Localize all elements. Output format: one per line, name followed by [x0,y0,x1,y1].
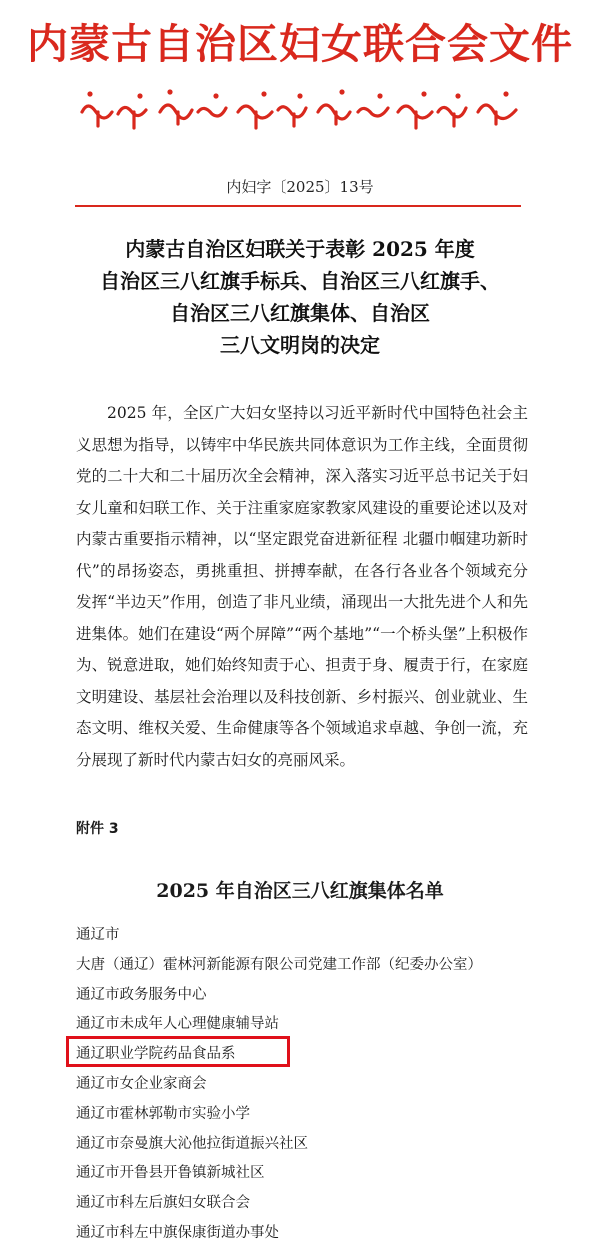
list-item: 通辽市开鲁县开鲁镇新城社区 [76,1165,265,1182]
body-paragraph: 2025 年，全区广大妇女坚持以习近平新时代中国特色社会主义思想为指导，以铸牢中华民族共同体意识为工作主线，全面贯彻党的二十大和二十届历次全会精神，深入落实习近平总书记关于妇女儿童和妇联工作、关于注重家庭家教家风建设的重要论述以及对内蒙古重要指示精神，以“坚定跟党奋进新征程 北疆巾帼建功新时代”的昂扬姿态，勇挑重担、拼搏奉献，在各行各业各个领域充分发挥“半边天”作用，创造了非凡业绩，涌现出一大批先进个人和先进集体。她们在建设“两个屏障”“两个基地”“一个桥头堡”上积极作为、锐意进取，她们始终知责于心、担责于身、履责于行，在家庭文明建设、基层社会治理以及科技创新、乡村振兴、创业就业、生态文明、维权关爱、生命健康等各个领域追求卓越、争创一流，充分展现了新时代内蒙古妇女的亮丽风采。 [76,404,528,769]
list-item: 通辽市未成年人心理健康辅导站 [76,1016,279,1033]
title-line: 自治区三八红旗手标兵、自治区三八红旗手、 [100,269,500,293]
list-item: 通辽市政务服务中心 [76,986,207,1003]
header-divider [75,205,521,207]
list-item: 通辽市女企业家商会 [76,1075,207,1092]
attachment-label: 附件 3 [76,821,119,837]
mongolian-script-masthead [78,82,520,134]
list-title: 2025 年自治区三八红旗集体名单 [156,880,444,902]
list-item: 通辽职业学院药品食品系 [76,1046,236,1063]
document-number: 内妇字〔2025〕13号 [226,178,374,196]
document-title [0,233,600,361]
title-line: 自治区三八红旗集体、自治区 [170,301,430,325]
list-item: 通辽市霍林郭勒市实验小学 [76,1105,250,1122]
title-line: 三八文明岗的决定 [220,333,380,357]
list-item: 通辽市科左中旗保康街道办事处 [76,1224,279,1241]
highlight-box [66,1036,290,1067]
document-body [76,398,528,776]
list-item: 大唐（通辽）霍林河新能源有限公司党建工作部（纪委办公室） [76,956,482,973]
list-item: 通辽市奈曼旗大沁他拉街道振兴社区 [76,1135,308,1152]
org-masthead-title: 内蒙古自治区妇女联合会文件 [27,20,573,68]
collective-list [76,921,546,1249]
list-item: 通辽市科左后旗妇女联合会 [76,1195,250,1212]
title-line: 内蒙古自治区妇联关于表彰 2025 年度 [125,237,475,261]
list-item: 通辽市 [76,927,120,943]
